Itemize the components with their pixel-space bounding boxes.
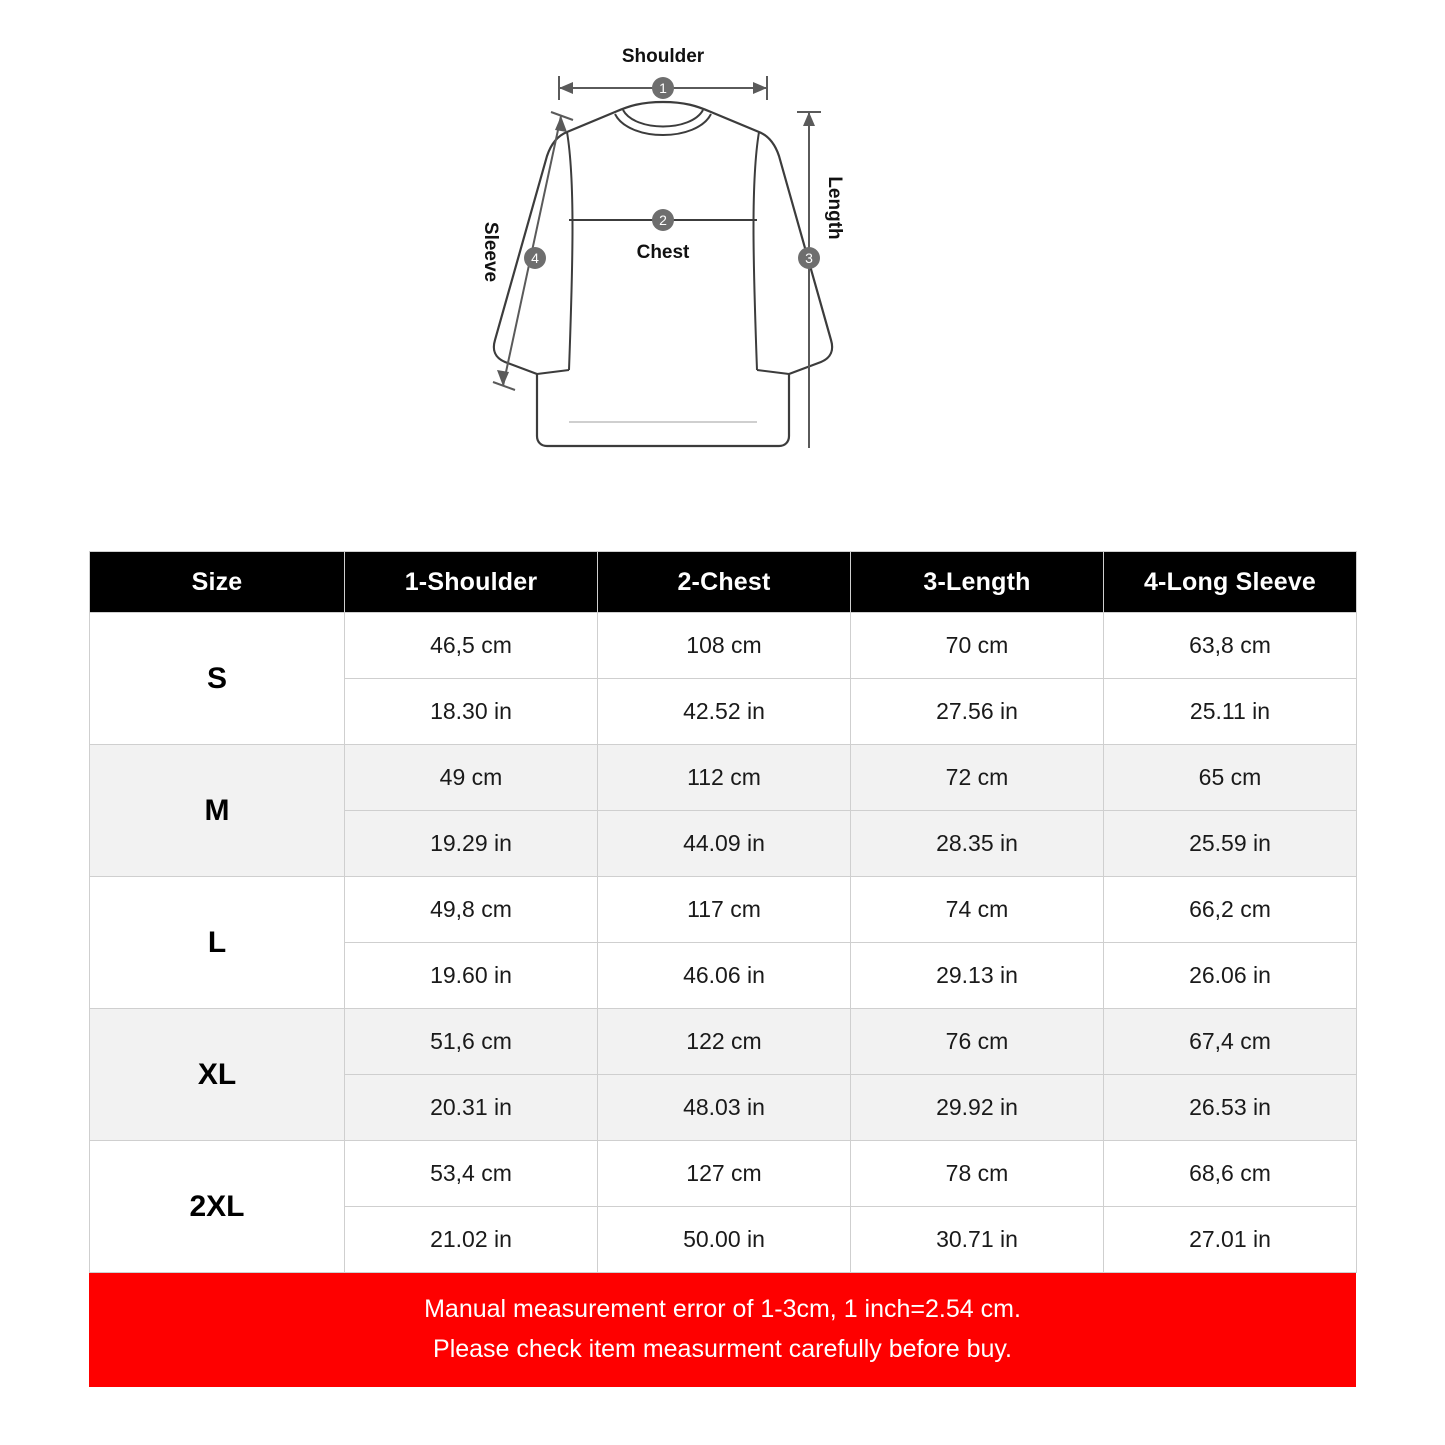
- cell-2xl-chest-in: 50.00 in: [598, 1207, 851, 1273]
- cell-s-shoulder-in: 18.30 in: [345, 679, 598, 745]
- cell-m-sleeve-in: 25.59 in: [1104, 811, 1357, 877]
- cell-m-shoulder-in: 19.29 in: [345, 811, 598, 877]
- cell-l-chest-cm: 117 cm: [598, 877, 851, 943]
- header-size: Size: [90, 552, 345, 613]
- table-header-row: [90, 552, 1357, 613]
- chest-label: Chest: [636, 242, 689, 263]
- size-label-m: M: [90, 745, 345, 877]
- cell-2xl-length-in: 30.71 in: [851, 1207, 1104, 1273]
- cell-l-sleeve-cm: 66,2 cm: [1104, 877, 1357, 943]
- cell-s-chest-in: 42.52 in: [598, 679, 851, 745]
- size-label-s: S: [90, 613, 345, 745]
- size-table: [89, 551, 1357, 1273]
- cell-m-sleeve-cm: 65 cm: [1104, 745, 1357, 811]
- header-length: 3-Length: [851, 552, 1104, 613]
- marker-1-text: 1: [658, 80, 667, 96]
- cell-m-chest-in: 44.09 in: [598, 811, 851, 877]
- table-row: [90, 1141, 1357, 1207]
- cell-xl-shoulder-in: 20.31 in: [345, 1075, 598, 1141]
- cell-xl-sleeve-cm: 67,4 cm: [1104, 1009, 1357, 1075]
- cell-xl-length-in: 29.92 in: [851, 1075, 1104, 1141]
- cell-2xl-length-cm: 78 cm: [851, 1141, 1104, 1207]
- cell-2xl-sleeve-in: 27.01 in: [1104, 1207, 1357, 1273]
- cell-m-shoulder-cm: 49 cm: [345, 745, 598, 811]
- cell-l-length-in: 29.13 in: [851, 943, 1104, 1009]
- marker-3-text: 3: [804, 250, 813, 266]
- cell-s-length-in: 27.56 in: [851, 679, 1104, 745]
- cell-m-length-in: 28.35 in: [851, 811, 1104, 877]
- cell-s-sleeve-in: 25.11 in: [1104, 679, 1357, 745]
- sleeve-label: Sleeve: [479, 221, 501, 283]
- cell-2xl-shoulder-in: 21.02 in: [345, 1207, 598, 1273]
- shoulder-label: Shoulder: [621, 46, 704, 67]
- cell-s-length-cm: 70 cm: [851, 613, 1104, 679]
- header-chest: 2-Chest: [598, 552, 851, 613]
- cell-s-sleeve-cm: 63,8 cm: [1104, 613, 1357, 679]
- cell-l-sleeve-in: 26.06 in: [1104, 943, 1357, 1009]
- cell-xl-length-cm: 76 cm: [851, 1009, 1104, 1075]
- length-label: Length: [823, 176, 845, 240]
- cell-xl-shoulder-cm: 51,6 cm: [345, 1009, 598, 1075]
- cell-xl-chest-in: 48.03 in: [598, 1075, 851, 1141]
- cell-l-shoulder-cm: 49,8 cm: [345, 877, 598, 943]
- cell-s-chest-cm: 108 cm: [598, 613, 851, 679]
- header-shoulder: 1-Shoulder: [345, 552, 598, 613]
- table-row: [90, 613, 1357, 679]
- shirt-outline: [493, 102, 831, 446]
- cell-2xl-chest-cm: 127 cm: [598, 1141, 851, 1207]
- marker-2-text: 2: [658, 212, 667, 228]
- cell-l-shoulder-in: 19.60 in: [345, 943, 598, 1009]
- note-line-2: Please check item measurment carefully before buy.: [433, 1335, 1012, 1363]
- cell-m-chest-cm: 112 cm: [598, 745, 851, 811]
- cell-xl-sleeve-in: 26.53 in: [1104, 1075, 1357, 1141]
- size-table-wrapper: [89, 551, 1356, 1387]
- cell-2xl-shoulder-cm: 53,4 cm: [345, 1141, 598, 1207]
- cell-s-shoulder-cm: 46,5 cm: [345, 613, 598, 679]
- header-long-sleeve: 4-Long Sleeve: [1104, 552, 1357, 613]
- table-row: [90, 745, 1357, 811]
- table-row: [90, 877, 1357, 943]
- cell-m-length-cm: 72 cm: [851, 745, 1104, 811]
- table-row: [90, 1009, 1357, 1075]
- shirt-illustration-svg: [463, 40, 983, 480]
- size-label-xl: XL: [90, 1009, 345, 1141]
- note-line-1: Manual measurement error of 1-3cm, 1 inch=2.54 cm.: [424, 1295, 1021, 1323]
- measurement-note: [89, 1273, 1356, 1387]
- garment-diagram: [0, 40, 1445, 510]
- cell-xl-chest-cm: 122 cm: [598, 1009, 851, 1075]
- size-label-2xl: 2XL: [90, 1141, 345, 1273]
- cell-2xl-sleeve-cm: 68,6 cm: [1104, 1141, 1357, 1207]
- cell-l-chest-in: 46.06 in: [598, 943, 851, 1009]
- cell-l-length-cm: 74 cm: [851, 877, 1104, 943]
- marker-4-text: 4: [530, 250, 539, 266]
- size-label-l: L: [90, 877, 345, 1009]
